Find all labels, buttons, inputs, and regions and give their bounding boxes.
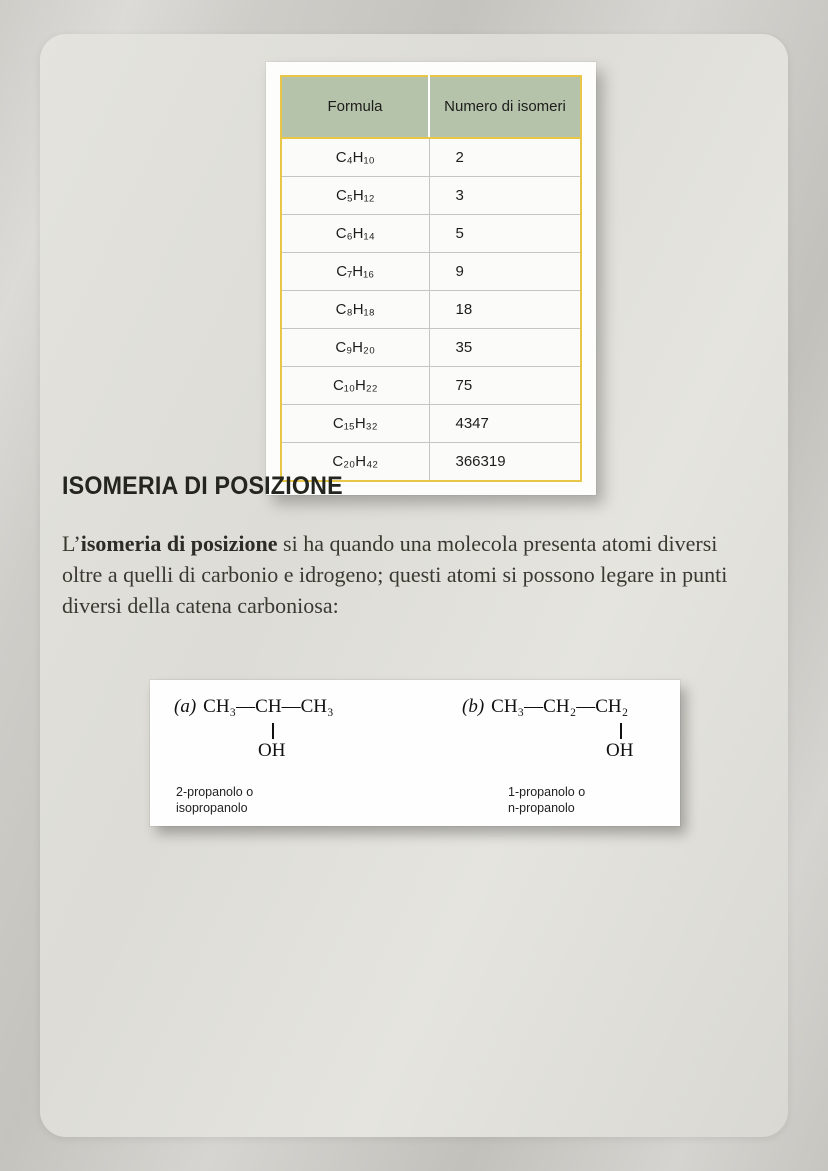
formula-cell: C₄H₁₀ bbox=[281, 138, 429, 177]
structure-a bbox=[174, 696, 334, 816]
isomer-table-panel bbox=[266, 62, 596, 495]
table-row bbox=[281, 405, 581, 443]
caption-b-line2: n-propanolo bbox=[508, 801, 575, 816]
table-row bbox=[281, 215, 581, 253]
isomer-count-cell: 35 bbox=[429, 329, 581, 367]
table-row bbox=[281, 329, 581, 367]
structure-a-label: (a) bbox=[174, 696, 197, 717]
formula-cell: C₁₅H₃₂ bbox=[281, 405, 429, 443]
caption-a-line1: 2-propanolo o bbox=[176, 785, 254, 799]
column-header-isomers: Numero di isomeri bbox=[429, 76, 581, 138]
bond-line-b bbox=[620, 723, 622, 739]
formula-cell: C₂₀H₄₂ bbox=[281, 443, 429, 482]
structure-b-formula-line bbox=[462, 696, 628, 718]
bond-line-a bbox=[272, 723, 274, 739]
paragraph-rest: si ha quando una molecola presenta atomi diversi oltre a quelli di carbonio e idrogeno; questi atomi si possono legare in punti diversi della catena carboniosa: bbox=[62, 531, 728, 619]
isomer-table-header bbox=[281, 76, 581, 138]
body-paragraph bbox=[62, 528, 762, 622]
table-row bbox=[281, 291, 581, 329]
isomer-count-cell: 3 bbox=[429, 177, 581, 215]
caption-a-line2: isopropanolo bbox=[176, 801, 248, 816]
caption-b bbox=[508, 784, 585, 817]
structure-a-formula: CH₃—CH—CH₃ bbox=[203, 696, 334, 717]
formula-cell: C₅H₁₂ bbox=[281, 177, 429, 215]
paragraph-bold-term: isomeria di posizione bbox=[80, 531, 278, 556]
hydroxyl-label-a: OH bbox=[258, 740, 286, 761]
structure-b-formula: CH₃—CH₂—CH₂ bbox=[491, 696, 629, 717]
isomer-count-cell: 5 bbox=[429, 215, 581, 253]
formula-cell: C₁₀H₂₂ bbox=[281, 367, 429, 405]
formula-cell: C₇H₁₆ bbox=[281, 253, 429, 291]
structure-b-label: (b) bbox=[462, 696, 485, 717]
isomer-table bbox=[280, 75, 582, 482]
isomer-count-cell: 75 bbox=[429, 367, 581, 405]
isomer-count-cell: 2 bbox=[429, 138, 581, 177]
content-card bbox=[40, 34, 788, 1137]
table-row bbox=[281, 138, 581, 177]
caption-a bbox=[176, 784, 253, 817]
formula-cell: C₉H₂₀ bbox=[281, 329, 429, 367]
header-row bbox=[281, 76, 581, 138]
hydroxyl-label-b: OH bbox=[606, 740, 634, 761]
table-body bbox=[281, 138, 581, 481]
table-row bbox=[281, 177, 581, 215]
isomer-count-cell: 18 bbox=[429, 291, 581, 329]
isomer-count-cell: 366319 bbox=[429, 443, 581, 482]
table-row bbox=[281, 253, 581, 291]
paragraph-lead: L’ bbox=[62, 531, 81, 556]
isomer-count-cell: 4347 bbox=[429, 405, 581, 443]
structure-a-formula-line bbox=[174, 696, 334, 718]
section-heading: ISOMERIA DI POSIZIONE bbox=[62, 472, 343, 500]
column-header-formula: Formula bbox=[281, 76, 429, 138]
structure-figure bbox=[150, 680, 680, 826]
formula-cell: C₈H₁₈ bbox=[281, 291, 429, 329]
caption-b-line1: 1-propanolo o bbox=[508, 785, 586, 799]
isomer-count-cell: 9 bbox=[429, 253, 581, 291]
formula-cell: C₆H₁₄ bbox=[281, 215, 429, 253]
structure-b bbox=[462, 696, 634, 816]
table-row bbox=[281, 367, 581, 405]
